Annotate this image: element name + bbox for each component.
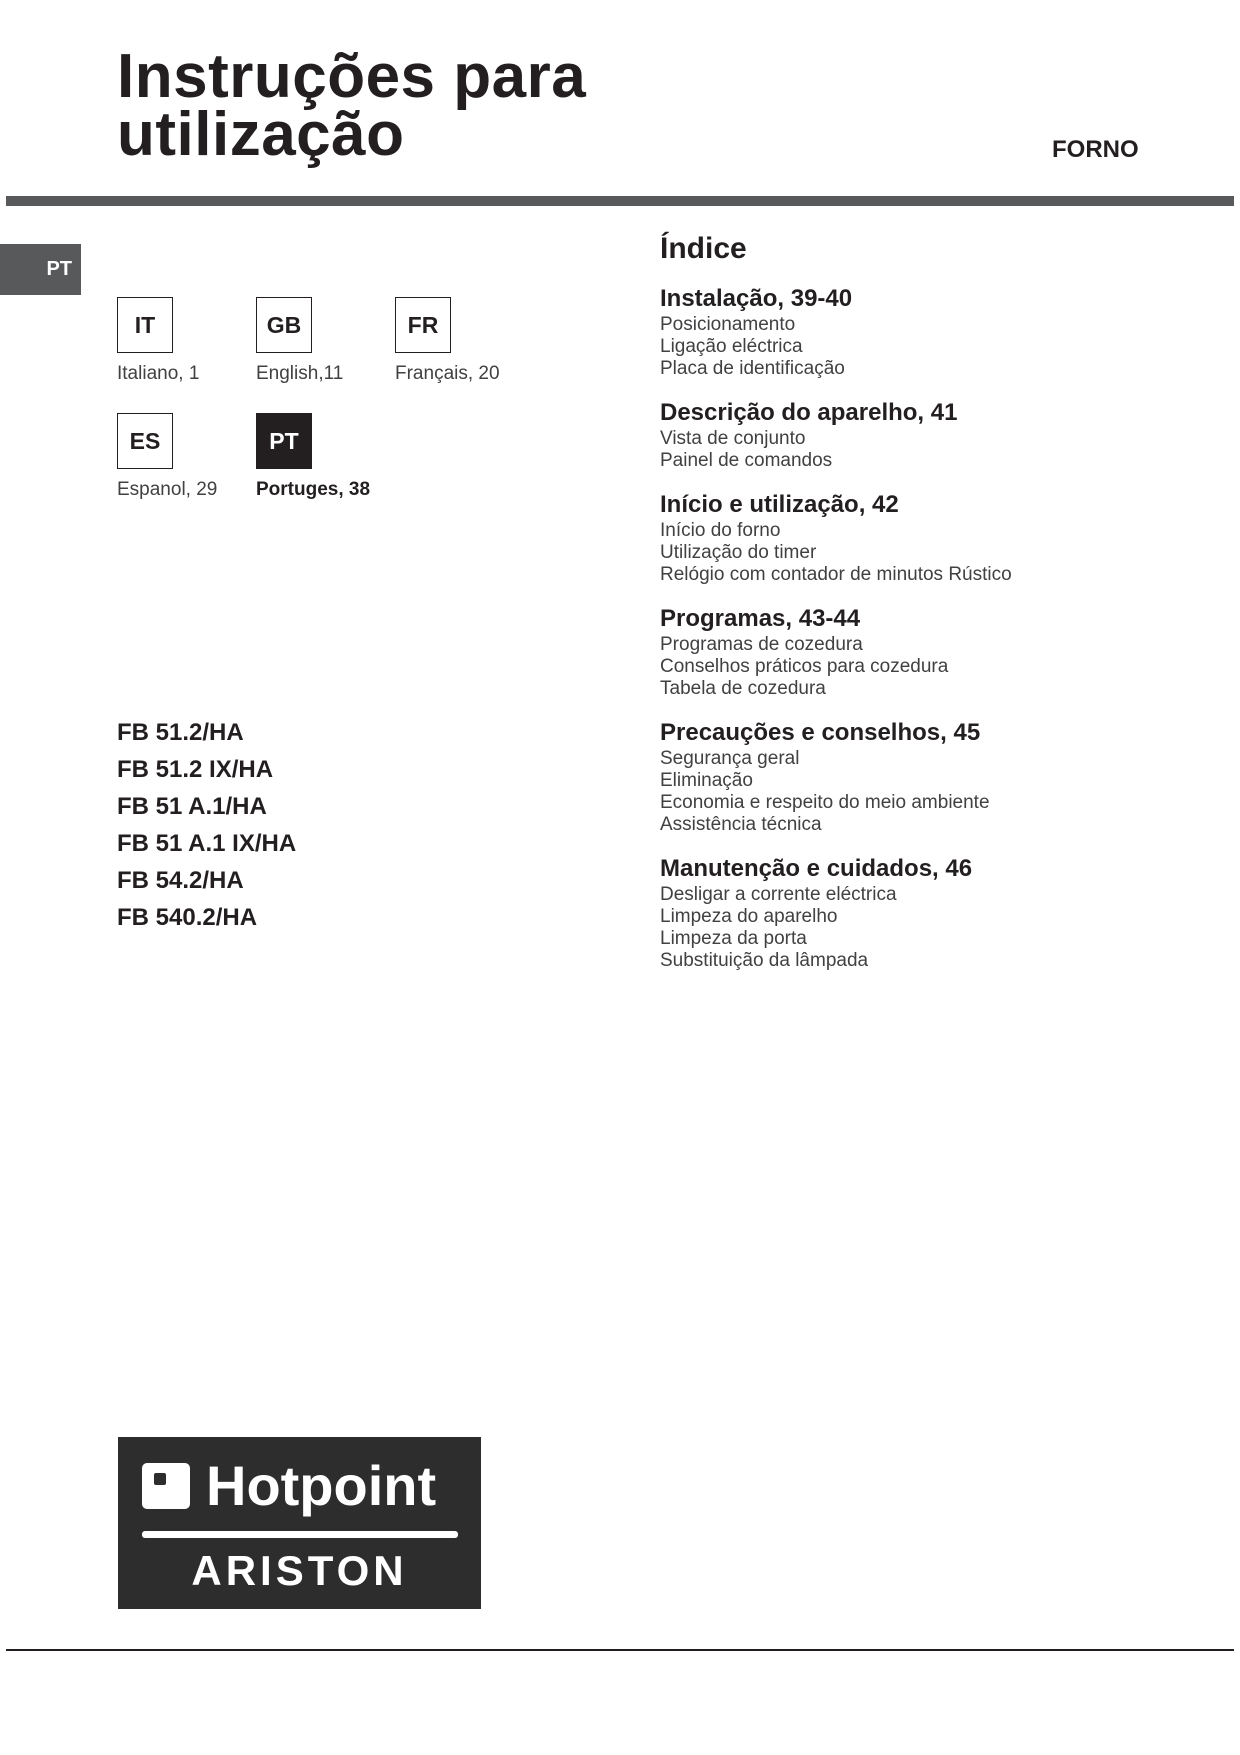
language-caption-active: Portuges, 38 [256, 479, 371, 500]
toc-item[interactable]: Assistência técnica [660, 814, 822, 835]
document-title [117, 42, 587, 169]
toc-item[interactable]: Vista de conjunto [660, 428, 806, 449]
toc-section-start-use [660, 490, 1220, 586]
toc-item[interactable]: Programas de cozedura [660, 634, 863, 655]
toc-item[interactable]: Economia e respeito do meio ambiente [660, 792, 990, 813]
toc-item[interactable]: Substituição da lâmpada [660, 950, 869, 971]
toc-item[interactable]: Posicionamento [660, 314, 796, 335]
toc-item[interactable]: Limpeza da porta [660, 928, 807, 949]
logo-divider [142, 1531, 458, 1538]
toc-item[interactable]: Tabela de cozedura [660, 678, 826, 699]
model-item: FB 54.2/HA [117, 867, 244, 894]
toc-section-precautions [660, 718, 1220, 836]
index-title: Índice [660, 232, 747, 265]
language-code-box[interactable]: ES [117, 413, 173, 469]
toc-heading[interactable]: Manutenção e cuidados, 46 [660, 855, 973, 882]
language-caption: Espanol, 29 [117, 479, 218, 500]
language-caption: English,11 [256, 363, 344, 384]
toc-section-programs [660, 604, 1220, 700]
logo-brand-line-2: ARISTON [191, 1547, 408, 1594]
language-code-box[interactable]: IT [117, 297, 173, 353]
language-pt[interactable] [256, 413, 406, 501]
logo-brand-line-1: Hotpoint [206, 1454, 437, 1517]
language-caption: Italiano, 1 [117, 363, 200, 384]
toc-item[interactable]: Eliminação [660, 770, 753, 791]
model-item: FB 540.2/HA [117, 904, 258, 931]
toc-item[interactable]: Relógio com contador de minutos Rústico [660, 564, 1012, 585]
toc-heading[interactable]: Instalação, 39-40 [660, 285, 853, 312]
model-item: FB 51 A.1/HA [117, 793, 267, 820]
product-type: FORNO [1052, 136, 1139, 163]
language-code-box-active[interactable]: PT [256, 413, 312, 469]
toc-item[interactable]: Segurança geral [660, 748, 800, 769]
brand-mark-icon [142, 1463, 190, 1509]
language-code-box[interactable]: FR [395, 297, 451, 353]
title-line-2: utilização [117, 100, 405, 169]
language-fr[interactable] [395, 297, 545, 385]
hotpoint-ariston-logo [118, 1437, 481, 1609]
toc-heading[interactable]: Descrição do aparelho, 41 [660, 399, 958, 426]
toc-section-installation [660, 284, 1220, 380]
bottom-divider [6, 1649, 1234, 1651]
model-item: FB 51 A.1 IX/HA [117, 830, 297, 857]
toc-section-description [660, 398, 1220, 472]
toc-item[interactable]: Desligar a corrente eléctrica [660, 884, 897, 905]
toc-item[interactable]: Utilização do timer [660, 542, 817, 563]
language-it[interactable] [117, 297, 267, 385]
title-line-1: Instruções para [117, 42, 587, 111]
language-es[interactable] [117, 413, 267, 501]
model-list [117, 714, 296, 936]
toc-item[interactable]: Placa de identificação [660, 358, 845, 379]
model-item: FB 51.2 IX/HA [117, 756, 274, 783]
table-of-contents [660, 284, 1220, 990]
language-code-box[interactable]: GB [256, 297, 312, 353]
toc-item[interactable]: Limpeza do aparelho [660, 906, 838, 927]
toc-heading[interactable]: Programas, 43-44 [660, 605, 861, 632]
model-item: FB 51.2/HA [117, 719, 244, 746]
toc-item[interactable]: Início do forno [660, 520, 781, 541]
language-gb[interactable] [256, 297, 406, 385]
language-caption: Français, 20 [395, 363, 500, 384]
toc-item[interactable]: Ligação eléctrica [660, 336, 803, 357]
language-side-tab: PT [0, 244, 81, 295]
top-divider [6, 196, 1234, 206]
toc-section-maintenance [660, 854, 1220, 972]
toc-heading[interactable]: Precauções e conselhos, 45 [660, 719, 981, 746]
toc-heading[interactable]: Início e utilização, 42 [660, 491, 899, 518]
toc-item[interactable]: Painel de comandos [660, 450, 833, 471]
toc-item[interactable]: Conselhos práticos para cozedura [660, 656, 949, 677]
